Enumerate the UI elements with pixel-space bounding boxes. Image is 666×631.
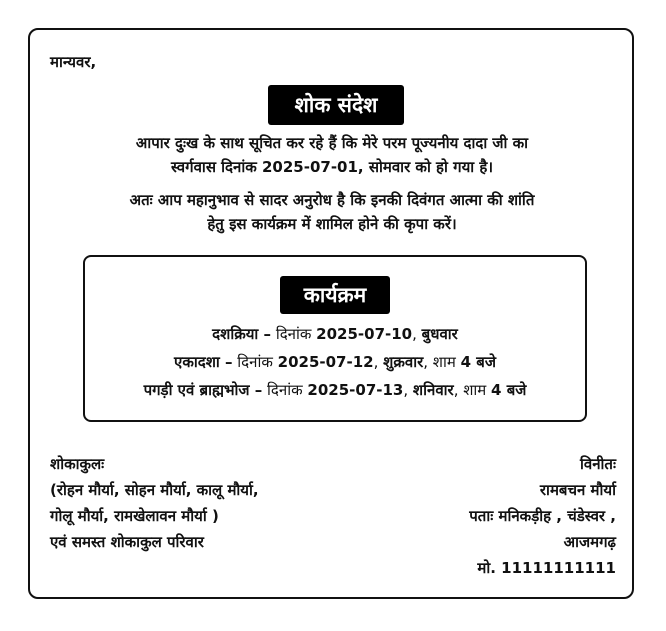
sender-address: आजमगढ़ [563, 533, 616, 551]
event-day: शनिवार [412, 381, 454, 399]
sender-address: पताः मनिकड़ीह , चंडेस्वर , [469, 507, 616, 525]
event-name: पगड़ी एवं ब्राह्मभोज – [143, 381, 263, 399]
condolence-message [40, 131, 624, 179]
event-date-label: दिनांक [271, 325, 317, 343]
message-line: अतः आप महानुभाव से सादर अनुरोध है कि इनकी दिवंगत आत्मा की शांति [129, 191, 535, 209]
event-separator: , [373, 353, 384, 371]
mourners-line: एवं समस्त शोकाकुल परिवार [50, 533, 204, 551]
sender-block [469, 451, 616, 581]
event-separator: , [403, 381, 413, 399]
sender-name: रामबचन मौर्या [539, 481, 616, 499]
program-box [83, 255, 587, 422]
message-line: हेतु इस कार्यक्रम में शामिल होने की कृपा करें। [207, 215, 457, 233]
mourners-heading: शोकाकुलः [50, 455, 105, 473]
program-title-badge: कार्यक्रम [280, 276, 390, 314]
mourners-line: गोलू मौर्या, रामखेलावन मौर्या ) [50, 507, 219, 525]
event-day: बुधवार [421, 325, 458, 343]
event-date-label: दिनांक [232, 353, 278, 371]
event-time: 4 बजे [460, 353, 496, 371]
event-name: दशक्रिया – [212, 325, 272, 343]
sender-phone: मो. 11111111111 [477, 559, 616, 577]
message-line: आपार दुःख के साथ सूचित कर रहे हैं कि मेरे परम पूज्यनीय दादा जी का [135, 134, 529, 152]
mourners-line: (रोहन मौर्या, सोहन मौर्या, कालू मौर्या, [50, 481, 259, 499]
message-line: स्वर्गवास दिनांक 2025-07-01, सोमवार को हो गया है। [170, 158, 494, 176]
program-event-dashkriya [85, 323, 585, 345]
event-separator: , [412, 325, 422, 343]
program-event-ekadasha [85, 351, 585, 373]
salutation: मान्यवर, [50, 53, 97, 71]
program-event-pagdi [85, 379, 585, 401]
event-name: एकादशा – [174, 353, 233, 371]
event-time: 4 बजे [491, 381, 527, 399]
event-date: 2025-07-13 [307, 381, 404, 399]
request-message [40, 188, 624, 236]
event-time-label: , शाम [453, 381, 492, 399]
sender-heading: विनीतः [579, 455, 616, 473]
event-date: 2025-07-10 [316, 325, 413, 343]
event-day: शुक्रवार [383, 353, 424, 371]
event-date-label: दिनांक [262, 381, 308, 399]
condolence-card [28, 28, 634, 599]
event-time-label: , शाम [423, 353, 461, 371]
event-date: 2025-07-12 [277, 353, 374, 371]
mourners-block [50, 451, 259, 555]
title-badge: शोक संदेश [268, 85, 404, 125]
